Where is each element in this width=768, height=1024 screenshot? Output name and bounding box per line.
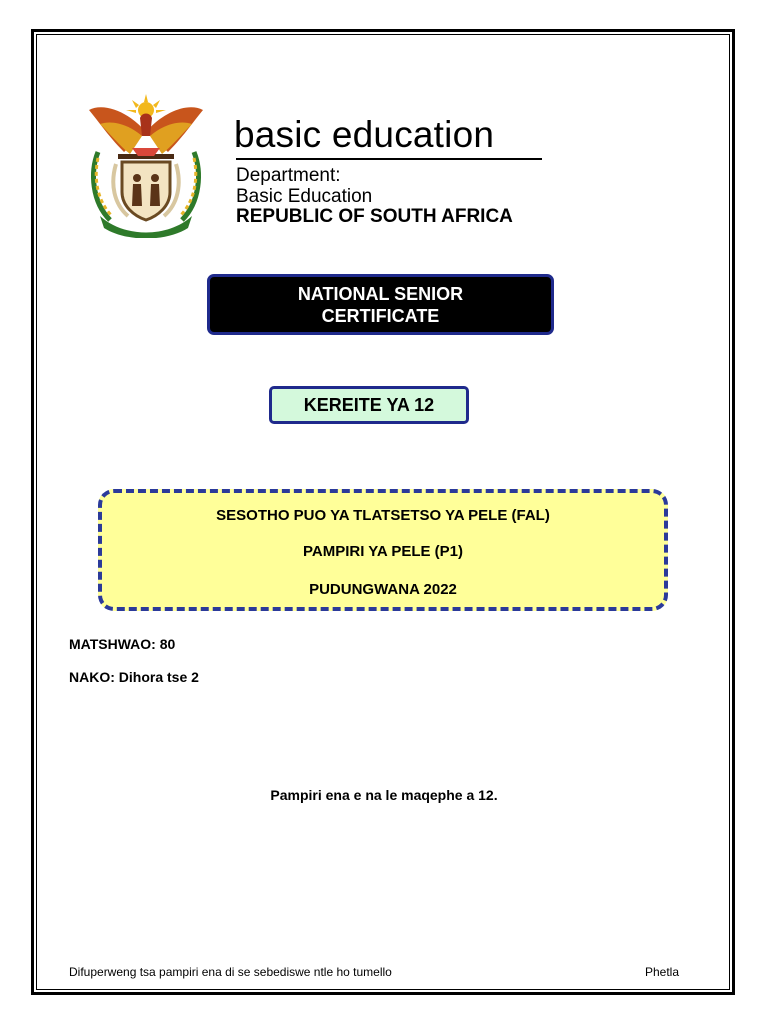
department-name: Basic Education: [236, 186, 373, 207]
paper-number: PAMPIRI YA PELE (P1): [302, 543, 464, 560]
exam-duration: NAKO: Dihora tse 2: [69, 669, 199, 685]
exam-session: PUDUNGWANA 2022: [309, 581, 457, 598]
grade-badge: [269, 386, 469, 424]
grade-label: KEREITE YA 12: [303, 394, 435, 415]
subject-panel: [98, 489, 668, 611]
turn-over-label: Phetla: [645, 965, 680, 979]
department-label: Department:: [236, 165, 341, 186]
certificate-banner: [207, 274, 554, 335]
coat-of-arms-icon: [84, 92, 208, 238]
certificate-line-1: NATIONAL SENIOR: [297, 283, 464, 304]
subject-name: SESOTHO PUO YA TLATSETSO YA PELE (FAL): [216, 507, 550, 524]
brand-title: basic education: [234, 114, 495, 155]
brand-underline: [236, 158, 542, 160]
total-marks: MATSHWAO: 80: [69, 636, 176, 652]
page-count-note: Pampiri ena e na le maqephe a 12.: [270, 787, 498, 803]
country-name: REPUBLIC OF SOUTH AFRICA: [236, 206, 513, 227]
certificate-line-2: CERTIFICATE: [321, 305, 440, 326]
copyright-notice: Difuperweng tsa pampiri ena di se sebediswe ntle ho tumello: [69, 965, 392, 979]
